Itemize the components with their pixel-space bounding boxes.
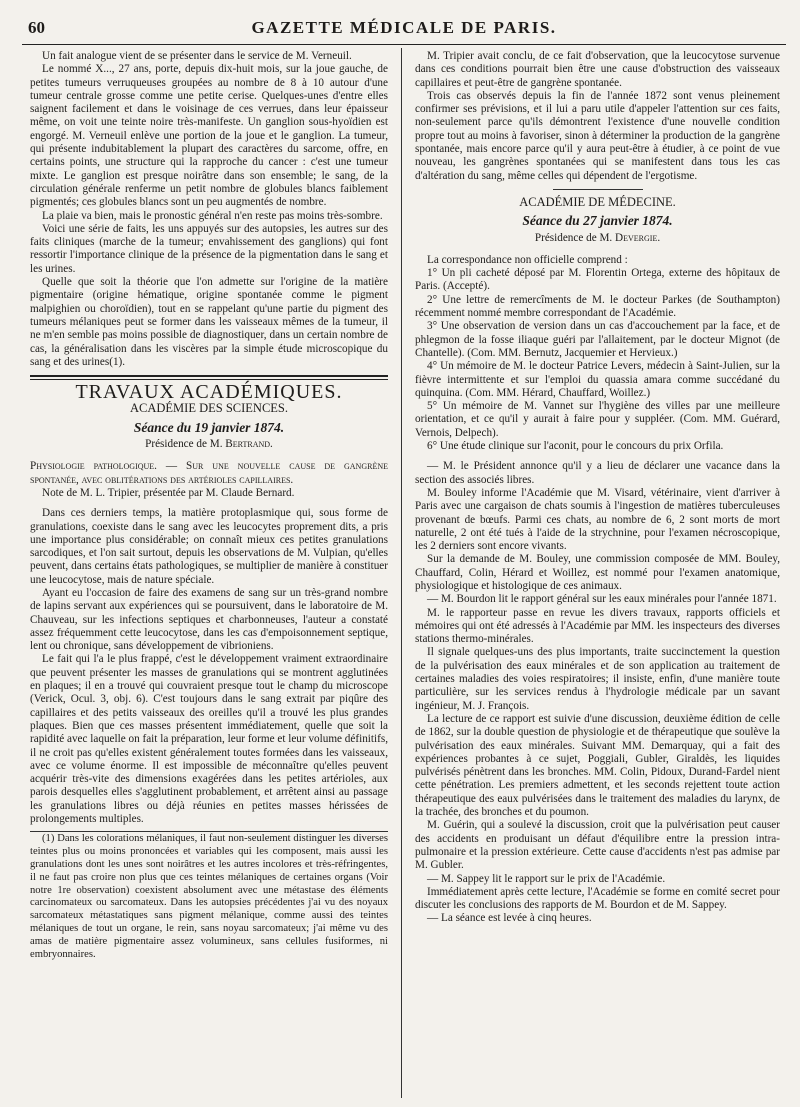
paragraph: — M. le Président annonce qu'il y a lieu de déclarer une vacance dans la section des associés libres. [415,460,780,486]
paragraph: M. Guérin, qui a soulevé la discussion, croit que la pulvérisation peut causer des accidents en produisant un défaut d'équilibre entre la pression intra-pulmonaire et la pression extérieure. Cette cause d'accidents n'est pas admise par M. Gubler. [415,819,780,872]
presidence-line [415,232,780,245]
paragraph: Le fait qui l'a le plus frappé, c'est le développement vraiment extraordinaire que peuvent présenter les masses de granulations qui se montrent agglutinées en plaques; il en a trouvé qui couvraient presque tout le champ du microscope (Verick, Ocul. 3, obj. 6). C'est toujours dans le sang extrait par piqûre des capillaires et des petits vaisseaux des oreilles qu'il a trouvé les plus grandes plaques. Bien que ces masses présentent immédiatement, quelle que soit la rapidité avec laquelle on fait la préparation, leur forme et leur volume définitifs, il ne croit pas qu'elles existent généralement toutes formées dans les vaisseaux, avec ce volume énorme. Il est impossible de méconnaître qu'elles peuvent acquérir très-vite des dimensions exagérées dans les petites artérioles, aux parois desquelles elles s'agglutinent probablement, et arrêtent ainsi au passage les granulations libres ou déjà réunies en petites masses hérissées de prolongements multiples. [30,653,388,826]
paragraph: — M. Bourdon lit le rapport général sur les eaux minérales pour l'année 1871. [427,593,777,606]
short-rule [553,189,643,190]
paragraph: M. Tripier avait conclu, de ce fait d'observation, que la leucocytose survenue dans ces conditions pourrait bien être une cause d'obstruction des vaisseaux capillaires et peut-être de gangrène spontanée. [415,50,780,89]
section-rule [30,375,388,380]
paragraph: La lecture de ce rapport est suivie d'une discussion, deuxième édition de celle de 1862, sur la double question de physiologie et de thérapeutique que soulève la pulvérisation des eaux minérales. Suivant MM. Demarquay, qui a fait des expériences probantes à ce sujet, Poggiali, Gubler, Giraldès, les liquides pulvérisés pénètrent dans les bronches. MM. Colin, Pidoux, Durand-Fardel nient cette pénétration. Les premiers admettent, et les seconds rejettent toute action thérapeutique des eaux pulvérisées dans le traitement des maladies du larynx, de la trachée, des bronches et du poumon. [415,712,780,819]
list-item: 6° Une étude clinique sur l'aconit, pour le concours du prix Orfila. [427,440,724,453]
presidence-label: Présidence de M. [145,438,226,451]
paragraph: M. Bouley informe l'Académie que M. Visard, vétérinaire, vient d'arriver à Paris avec une cargaison de chats soumis à l'ingestion de matières tuberculeuses provenant de bœufs. Parmi ces chats, au nombre de 6, 2 sont morts de mort naturelle, 2 ont été tués à l'aide de la strychnine, pour l'examen nécroscopique, les 2 derniers sont encore vivants. [415,486,780,553]
page-number: 60 [28,18,45,37]
list-item: 2° Une lettre de remercîments de M. le docteur Parkes (de Southampton) récemment nommé membre correspondant de l'Académie. [415,293,780,320]
section-title: ACADÉMIE DE MÉDECINE. [519,194,676,209]
paragraph: Trois cas observés depuis la fin de l'année 1872 sont venus pleinement confirmer ses prévisions, et il lui a paru utile d'appeler l'attention sur ces faits, non-seulement parce qu'ils démontrent l'existence d'une nouvelle condition propre tout au moins à favoriser, sinon à déterminer la production de la gangrène spontanée, mais encore parce qu'il y aura peut-être à étudier, à ce point de vue nouveau, les gangrènes spontanées qui se manifestent dans tous les cas d'altération du sang, même celles qui dépendent de l'ergotisme. [415,89,780,182]
paragraph: Sur la demande de M. Bouley, une commission composée de MM. Bouley, Chauffard, Colin, Hérard et Woillez, est nommé pour l'examen anatomique, physiologique et histologique de ces animaux. [415,553,780,592]
footnote-rule [30,831,388,832]
president-name: Bertrand. [225,438,273,451]
article-note: Note de M. L. Tripier, présentée par M. Claude Bernard. [42,486,295,499]
paragraph: Le nommé X..., 27 ans, porte, depuis dix-huit mois, sur la joue gauche, de petites tumeurs verruqueuses groupées au nombre de 8 à 10 autour d'une tumeur centrale grosse comme une petite cerise. Quelques-unes d'entre elles saignent facilement et dans le voisinage de ces verrues, dans leur épaisseur même, on voit une teinte noire très-manifeste. Un ganglion sous-hyoïdien est engorgé. M. Verneuil enlève une portion de la joue et le ganglion. La tumeur, qui présente indubitablement la plupart des caractères du sarcome, offre, en certains points, une structure qui la rapproche du cancer : c'est une tumeur mixte. Le ganglion est presque noirâtre dans son ensemble; le sang, de la circulation générale renferme un petit nombre de globules blancs faiblement pigmentés; ces globules blancs sont un peu augmentés de nombre. [30,63,388,209]
paragraph: La plaie va bien, mais le pronostic général n'en reste pas moins très-sombre. [42,209,383,222]
journal-title: GAZETTE MÉDICALE DE PARIS. [251,18,557,37]
section-subtitle: ACADÉMIE DES SCIENCES. [130,401,288,416]
paragraph: Dans ces derniers temps, la matière protoplasmique qui, sous forme de granulations, coexiste dans le sang avec les leucocytes proprement dits, a pris une importance plus considérable; on connaît mieux ces petites granulations sarcodiques, et l'on sait surtout, depuis les observations de M. Vulpian, qu'elles peuvent, dans certains états pathologiques, se multiplier de manière à constituer une leucocytose, mais de nature spéciale. [30,507,388,586]
paragraph: Immédiatement après cette lecture, l'Académie se forme en comité secret pour discuter les conclusions des rapports de M. Bourdon et de M. Sappey. [415,885,780,912]
paragraph: — La séance est levée à cinq heures. [427,912,592,925]
section-title: TRAVAUX ACADÉMIQUES. [75,381,343,404]
president-name: Devergie. [615,231,661,244]
presidence-label: Présidence de M. [534,231,616,244]
column-divider [401,48,402,1098]
list-item: 4° Un mémoire de M. le docteur Patrice Levers, médecin à Saint-Julien, sur la fièvre intermittente et sur l'emploi du quassia amara comme succédané du quinquina. (Com. MM. Hérard, Chauffard, Woillez.) [415,360,780,399]
presidence-line [30,438,388,451]
list-item: 1° Un pli cacheté déposé par M. Florentin Ortega, externe des hôpitaux de Paris. (Accepté). [415,267,780,293]
right-column [415,50,780,926]
seance-heading: Séance du 19 janvier 1874. [133,419,285,435]
footnote: (1) Dans les colorations mélaniques, il faut non-seulement distinguer les diverses teintes plus ou moins prononcées et variables qui les composent, mais aussi les granulations dont les unes sont noirâtres et les autres incolores et très-réfringentes, il ne faut pas croire non plus que ces teintes mélaniques de certaines organs (Voir notre 1re observation) coexistent absolument avec une métastase des éléments carcinomateux ou sarcomateux. Dans les autopsies précédentes j'ai vu des noyaux sarcomateux métastatiques sans pigment mélanique, comme aussi des teintes mélaniques de tout un organe, le rein, sans noyau sarcomateux; j'ai même vu des amas de matière pigmentaire assez volumineux, sans cellules fusiformes, ni embryonnaires. [30,833,388,960]
paragraph: Un fait analogue vient de se présenter dans le service de M. Verneuil. [42,50,352,62]
seance-heading: Séance du 27 janvier 1874. [522,213,673,229]
paragraph: Il signale quelques-uns des plus importants, traite succinctement la question de la pulvérisation des eaux minérales et de son application au traitement de certaines maladies des voies respiratoires; il insiste, enfin, d'une manière toute particulière, sur les services rendus à l'hydrologie médicale par un savant ingénieur, M. J. François. [415,646,780,712]
page-header [22,18,786,45]
paragraph: Voici une série de faits, les uns appuyés sur des autopsies, les autres sur des faits cliniques (marche de la tumeur; envahissement des ganglions) qui font ressortir l'importance clinique de la présence de la pigmentation dans le sang et les urines. [30,222,388,275]
paragraph: M. le rapporteur passe en revue les divers travaux, rapports officiels et mémoires qui ont été adressés à l'Académie par MM. les inspecteurs des diverses stations thermo-minérales. [415,606,780,646]
article-title: Physiologie pathologique. — Sur une nouvelle cause de gangrène spontanée, avec oblitérations des artérioles capillaires. [30,460,388,486]
paragraph: La correspondance non officielle comprend : [427,253,628,266]
paragraph: Ayant eu l'occasion de faire des examens de sang sur un très-grand nombre de lapins servant aux expériences qui se poursuivent, dans le laboratoire de M. Chauveau, sur les infections septiques et charbonneuses, l'auteur a constaté assez fréquemment cette leucocytose, dans les cas d'empoisonnement septique, lent ou chronique, sans développement de vibrioniens. [30,586,388,653]
paragraph: Quelle que soit la théorie que l'on admette sur l'origine de la matière pigmentaire (origine hématique, origine spontanée comme le pigment malpighien ou choroïdien), tout en se rappelant qu'une partie du pigment des tumeurs mélaniques peut se former dans les vaisseaux mêmes de la tumeur, il ne m'en semble pas moins possible de diagnostiquer, dans un certain nombre de cas, la généralisation dans les viscères par la simple étude microscopique du sang et des urines(1). [30,276,388,368]
list-item: 3° Une observation de version dans un cas d'accouchement par la face, et de phlegmon de la fosse iliaque guéri par l'allaitement, par le docteur Mignot (de Chantelle). (Com. MM. Bernutz, Jacquemier et Hervieux.) [415,320,780,359]
paragraph: — M. Sappey lit le rapport sur le prix de l'Académie. [427,872,666,885]
list-item: 5° Un mémoire de M. Vannet sur l'hygiène des villes par une meilleure orientation, et ce qu'il y aurait à faire pour y suppléer. (Com. MM. Guérard, Vernois, Delpech). [415,400,780,439]
left-column [30,50,388,961]
